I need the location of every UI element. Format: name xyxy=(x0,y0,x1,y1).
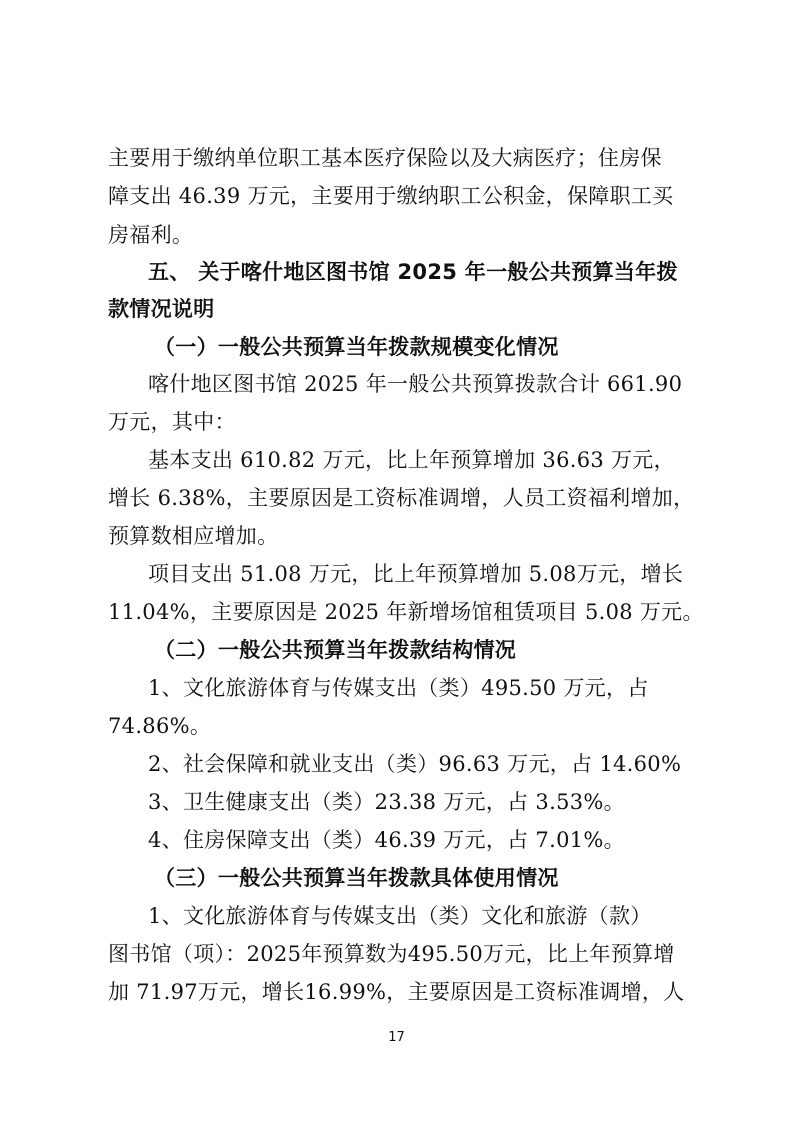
paragraph-line: 图书馆（项）：2025年预算数为495.50万元，比上年预算增 xyxy=(108,942,675,966)
list-item: 2、社会保障和就业支出（类）96.63 万元，占 14.60% xyxy=(148,752,682,776)
list-item: 4、住房保障支出（类）46.39 万元，占 7.01%。 xyxy=(148,828,625,852)
page-number: 17 xyxy=(388,1030,405,1045)
list-item: 1、文化旅游体育与传媒支出（类）文化和旅游（款） xyxy=(148,904,652,928)
paragraph-line: 主要用于缴纳单位职工基本医疗保险以及大病医疗；住房保 xyxy=(108,146,662,170)
paragraph-line: 项目支出 51.08 万元，比上年预算增加 5.08万元，增长 xyxy=(148,562,684,586)
paragraph-line: 万元，其中： xyxy=(108,410,236,434)
paragraph-line: 基本支出 610.82 万元，比上年预算增加 36.63 万元， xyxy=(148,448,675,472)
paragraph-line: 喀什地区图书馆 2025 年一般公共预算拨款合计 661.90 xyxy=(148,372,683,396)
paragraph-line: 74.86%。 xyxy=(108,714,212,738)
list-item: 1、文化旅游体育与传媒支出（类）495.50 万元，占 xyxy=(148,676,649,700)
section-heading-continued: 款情况说明 xyxy=(108,297,215,321)
paragraph-line: 房福利。 xyxy=(108,223,194,247)
subsection-heading: （三）一般公共预算当年拨款具体使用情况 xyxy=(154,866,559,890)
paragraph-line: 预算数相应增加。 xyxy=(108,524,279,548)
subsection-heading: （一）一般公共预算当年拨款规模变化情况 xyxy=(154,335,559,359)
subsection-heading: （二）一般公共预算当年拨款结构情况 xyxy=(154,638,517,662)
list-item: 3、卫生健康支出（类）23.38 万元，占 3.53%。 xyxy=(148,790,625,814)
paragraph-line: 增长 6.38%，主要原因是工资标准调增，人员工资福利增加， xyxy=(108,486,695,510)
paragraph-line: 加 71.97万元，增长16.99%，主要原因是工资标准调增，人 xyxy=(108,980,685,1004)
paragraph-line: 障支出 46.39 万元，主要用于缴纳职工公积金，保障职工买 xyxy=(108,184,674,208)
paragraph-line: 11.04%，主要原因是 2025 年新增场馆租赁项目 5.08 万元。 xyxy=(108,600,704,624)
section-heading: 五、 关于喀什地区图书馆 2025 年一般公共预算当年拨 xyxy=(148,260,678,284)
